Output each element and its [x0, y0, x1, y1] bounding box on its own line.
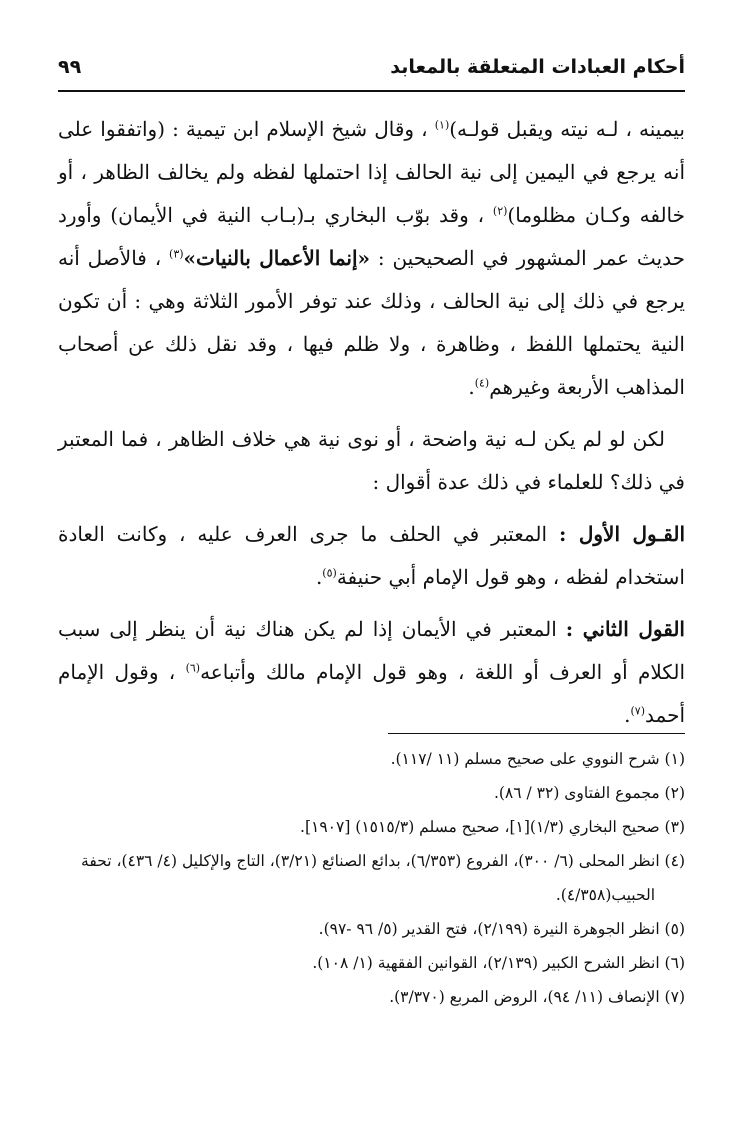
page-number: ٩٩ — [58, 56, 82, 78]
paragraph-question — [58, 418, 685, 504]
text-run: ، فالأصل أنه يرجع في ذلك إلى نية الحالف ، وذلك عند توفر الأمور الثلاثة وهي : أن تكون النية يحتملها اللفظ ، وظاهرة ، ولا ظلم فيها ، وقد نقل ذلك عن أصحاب المذاهب الأربعة وغيرهم — [58, 246, 685, 399]
footnote-ref: (٥) — [322, 566, 337, 580]
footnote-7: (٧) الإنصاف (١١/ ٩٤)، الروض المربع (٣/٣٧٠). — [389, 988, 685, 1006]
running-header — [58, 52, 685, 88]
text-run: لكن لو لم يكن لـه نية واضحة ، أو نوى نية هي خلاف الظاهر ، فما المعتبر في ذلك؟ للعلماء في ذلك عدة أقوال : — [58, 427, 685, 494]
text-run: . — [624, 703, 631, 727]
paragraph-first-opinion — [58, 513, 685, 599]
header-rule — [58, 90, 685, 92]
text-run: ، وقول الإمام أحمد — [58, 660, 685, 727]
footnote-2: (٢) مجموع الفتاوى (٣٢ / ٨٦). — [493, 784, 685, 802]
paragraph-second-opinion — [58, 608, 685, 737]
text-run: ، وقد بوّب البخاري بـ(بـاب النية في الأيمان) وأورد حديث عمر المشهور في الصحيحين : — [58, 203, 685, 270]
opinion-label: القـول الأول : — [558, 522, 686, 546]
paragraph-intro — [58, 108, 685, 409]
running-title: أحكام العبادات المتعلقة بالمعابد — [390, 56, 685, 78]
footnote-ref: (٦) — [185, 661, 201, 675]
text-run: المعتبر في الحلف ما جرى العرف عليه ، وكانت العادة استخدام لفظه ، وهو قول الإمام أبي حنيفة — [58, 522, 685, 589]
opinion-label: القول الثاني : — [565, 617, 685, 641]
text-run: ، وقال شيخ الإسلام ابن تيمية : (واتفقوا على أنه يرجع في اليمين إلى نية الحالف إذا احتملها لفظه ولم يخالف الظاهر ، أو خالفه وكـان مظلوما) — [58, 117, 686, 227]
footnote-4: (٤) انظر المحلى (٦/ ٣٠٠)، الفروع (٦/٣٥٣)، بدائع الصنائع (٣/٢١)، التاج والإكليل (٤/ ٤٣٦)، تحفة الحبيب(٤/٣٥٨). — [81, 852, 685, 904]
text-run: . — [315, 565, 323, 589]
footnote-1: (١) شرح النووي على صحيح مسلم (١١ /١١٧). — [390, 750, 685, 768]
main-text — [58, 108, 685, 737]
footnotes — [58, 742, 685, 1014]
footnote-ref: (٤) — [474, 376, 490, 390]
text-run: . — [468, 375, 475, 399]
footnote-ref: (٢) — [492, 204, 508, 218]
text-run: بيمينه ، لـه نيته ويقبل قولـه) — [449, 117, 685, 141]
footnote-ref: (١) — [434, 118, 450, 132]
footnote-6: (٦) انظر الشرح الكبير (٢/١٣٩)، القوانين الفقهية (١/ ١٠٨). — [312, 954, 685, 972]
text-run: المعتبر في الأيمان إذا لم يكن هناك نية أن ينظر إلى سبب الكلام أو العرف أو اللغة ، وهو قول الإمام مالك وأتباعه — [58, 617, 685, 684]
footnote-ref: (٧) — [630, 704, 646, 718]
hadith-quote: «إنما الأعمال بالنيات» — [183, 246, 371, 270]
footnote-ref: (٣) — [169, 247, 184, 261]
footnote-separator — [388, 733, 685, 734]
footnote-5: (٥) انظر الجوهرة النيرة (٢/١٩٩)، فتح القدير (٥/ ٩٦ -٩٧). — [318, 920, 685, 938]
footnote-3: (٣) صحيح البخاري (١/٣)[١]، صحيح مسلم (١٥١٥/٣) [١٩٠٧]. — [300, 818, 685, 836]
